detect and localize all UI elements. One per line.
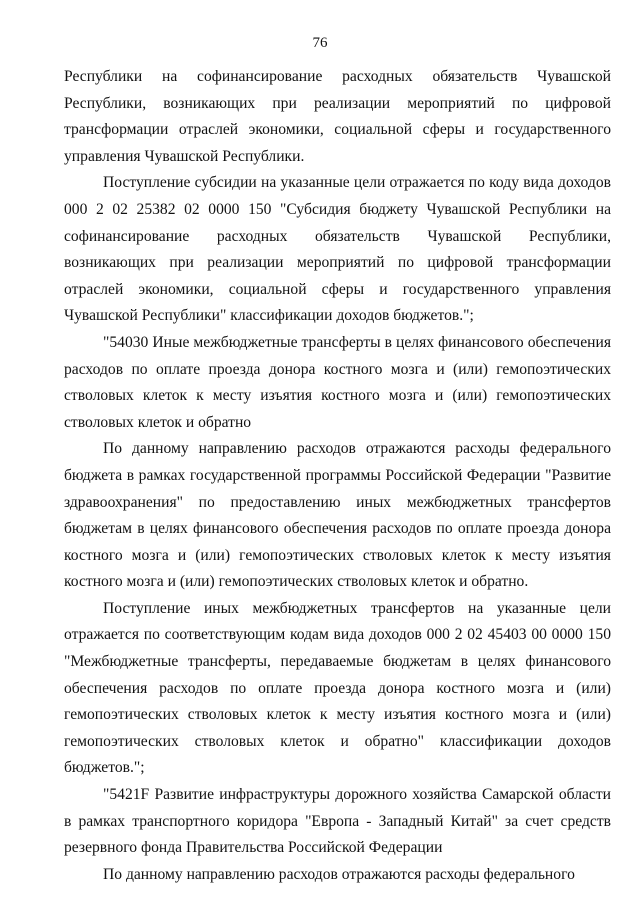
- page-number: 76: [312, 35, 328, 51]
- paragraph-code-54030: "54030 Иные межбюджетные трансферты в целях финансового обеспечения расходов по оплате проезда донора костного мозга и (или) гемопоэтических стволовых клеток к месту изъятия костного мозга и (или) гемопоэтических стволовых клеток и обратно: [64, 333, 611, 431]
- paragraph-code-5421F: "5421F Развитие инфраструктуры дорожного хозяйства Самарской области в рамках транспортного коридора "Европа - Западный Китай" за счет средств резервного фонда Правительства Российской Федерации: [64, 786, 611, 857]
- paragraph-subsidy-income: Поступление субсидии на указанные цели отражается по коду вида доходов 000 2 02 25382 02 0000 150 "Субсидия бюджету Чувашской Республики на софинансирование расходных обязательств Чувашской Республики, возникающих при реализации мероприятий по цифровой трансформации отраслей экономики, социальной сферы и государственного управления Чувашской Республики" классификации доходов бюджетов.";: [64, 174, 611, 325]
- document-body: [64, 64, 611, 888]
- paragraph-54030-expenses: По данному направлению расходов отражаются расходы федерального бюджета в рамках государственной программы Российской Федерации "Развитие здравоохранения" по предоставлению иных межбюджетных трансфертов бюджетам в целях финансового обеспечения расходов по оплате проезда донора костного мозга и (или) гемопоэтических стволовых клеток к месту изъятия костного мозга и (или) гемопоэтических стволовых клеток и обратно.: [64, 440, 611, 591]
- paragraph-continuation: Республики на софинансирование расходных обязательств Чувашской Республики, возникающих при реализации мероприятий по цифровой трансформации отраслей экономики, социальной сферы и государственного управления Чувашской Республики.: [64, 68, 611, 165]
- paragraph-5421F-expenses: По данному направлению расходов отражаются расходы федерального: [103, 865, 575, 883]
- paragraph-54030-income: Поступление иных межбюджетных трансфертов на указанные цели отражается по соответствующим кодам вида доходов 000 2 02 45403 00 0000 150 "Межбюджетные трансферты, передаваемые бюджетам в целях финансового обеспечения расходов по оплате проезда донора костного мозга и (или) гемопоэтических стволовых клеток к месту изъятия костного мозга и (или) гемопоэтических стволовых клеток и обратно" классификации доходов бюджетов.";: [64, 599, 611, 777]
